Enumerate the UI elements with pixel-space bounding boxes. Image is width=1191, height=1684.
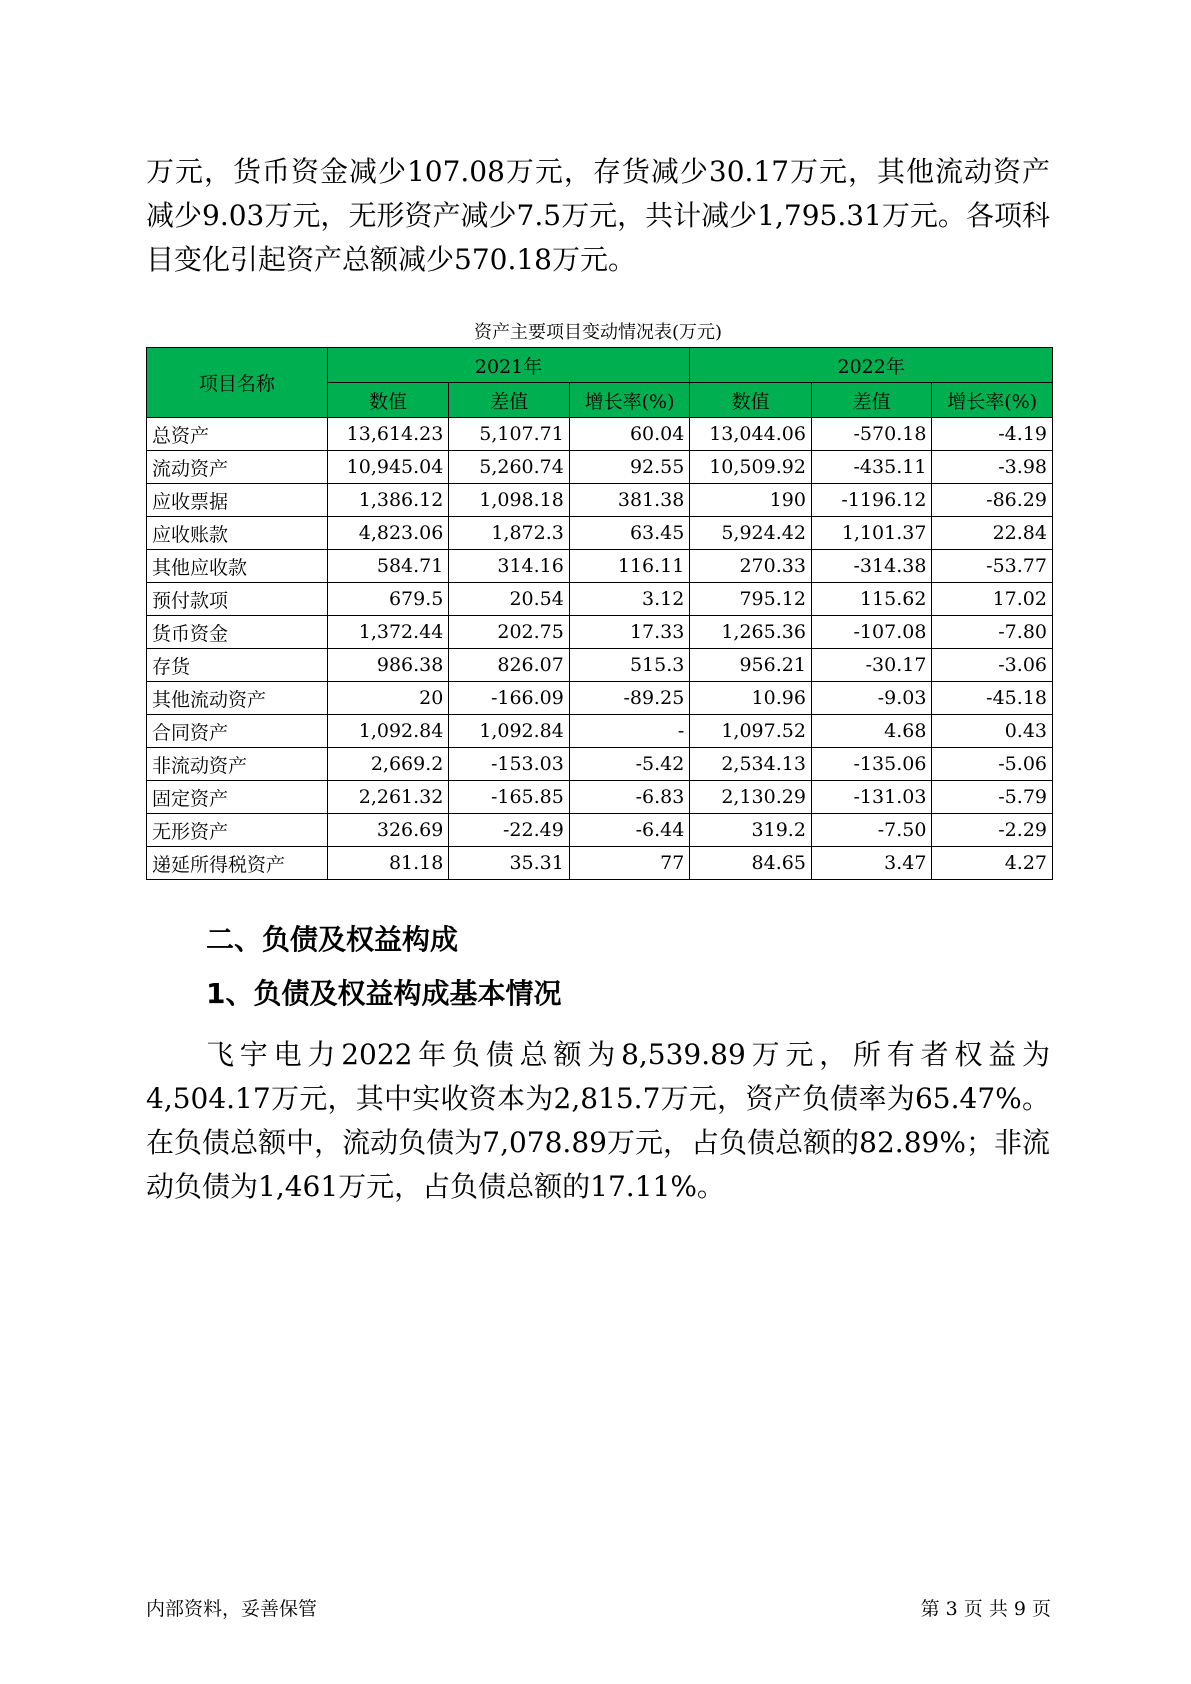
cell-r2: 17.02 [932,583,1053,616]
cell-r1: -89.25 [569,682,690,715]
cell-v2: 84.65 [690,847,812,880]
cell-d1: -22.49 [449,814,570,847]
cell-v2: 10.96 [690,682,812,715]
cell-v2: 319.2 [690,814,812,847]
cell-d2: 3.47 [811,847,932,880]
cell-v1: 4,823.06 [327,517,449,550]
table-row [147,847,1053,880]
cell-r1: 116.11 [569,550,690,583]
cell-r2: -3.98 [932,451,1053,484]
cell-d2: -9.03 [811,682,932,715]
header-value-2021: 数值 [327,383,449,418]
cell-r2: 4.27 [932,847,1053,880]
cell-d1: 1,872.3 [449,517,570,550]
cell-r1: 92.55 [569,451,690,484]
cell-v2: 10,509.92 [690,451,812,484]
table-row [147,484,1053,517]
cell-d2: -570.18 [811,418,932,451]
cell-v2: 270.33 [690,550,812,583]
cell-r1: 17.33 [569,616,690,649]
cell-d1: -165.85 [449,781,570,814]
cell-r2: -86.29 [932,484,1053,517]
section-heading: 二、负债及权益构成 [206,923,459,956]
header-diff-2021: 差值 [449,383,570,418]
cell-v1: 679.5 [327,583,449,616]
header-diff-2022: 差值 [811,383,932,418]
row-item-name: 固定资产 [147,781,328,814]
row-item-name: 合同资产 [147,715,328,748]
cell-d2: -1196.12 [811,484,932,517]
cell-v1: 13,614.23 [327,418,449,451]
cell-r1: -6.83 [569,781,690,814]
cell-r1: 381.38 [569,484,690,517]
cell-r1: 60.04 [569,418,690,451]
cell-r2: -5.79 [932,781,1053,814]
table-row [147,781,1053,814]
cell-d2: -135.06 [811,748,932,781]
header-rate-2021: 增长率(%) [569,383,690,418]
cell-r2: -7.80 [932,616,1053,649]
row-item-name: 流动资产 [147,451,328,484]
cell-r1: 3.12 [569,583,690,616]
table-row [147,748,1053,781]
cell-d2: -7.50 [811,814,932,847]
cell-v1: 1,372.44 [327,616,449,649]
cell-d2: -314.38 [811,550,932,583]
cell-v2: 5,924.42 [690,517,812,550]
table-row [147,418,1053,451]
cell-d1: -166.09 [449,682,570,715]
cell-d2: 1,101.37 [811,517,932,550]
cell-d2: 4.68 [811,715,932,748]
cell-v1: 2,261.32 [327,781,449,814]
table-row [147,682,1053,715]
row-item-name: 总资产 [147,418,328,451]
footer-confidential-note: 内部资料，妥善保管 [146,1598,318,1620]
cell-r2: -53.77 [932,550,1053,583]
cell-r2: -3.06 [932,649,1053,682]
table-body [147,418,1053,880]
cell-d1: 826.07 [449,649,570,682]
cell-v2: 1,097.52 [690,715,812,748]
paragraph-asset-changes: 万元，货币资金减少107.08万元，存货减少30.17万元，其他流动资产减少9.03万元，无形资产减少7.5万元，共计减少1,795.31万元。各项科目变化引起资产总额减少570.18万元。 [146,155,1050,276]
cell-r1: -5.42 [569,748,690,781]
cell-v1: 1,092.84 [327,715,449,748]
table-row [147,583,1053,616]
cell-v2: 13,044.06 [690,418,812,451]
cell-d2: -131.03 [811,781,932,814]
cell-r1: 515.3 [569,649,690,682]
row-item-name: 非流动资产 [147,748,328,781]
footer-page-number: 第 3 页 共 9 页 [920,1598,1051,1620]
cell-d1: 5,260.74 [449,451,570,484]
cell-r2: -4.19 [932,418,1053,451]
cell-v2: 795.12 [690,583,812,616]
cell-v1: 20 [327,682,449,715]
sub-heading: 1、负债及权益构成基本情况 [206,977,562,1010]
cell-d1: 20.54 [449,583,570,616]
table-row [147,616,1053,649]
cell-v1: 1,386.12 [327,484,449,517]
cell-r1: 77 [569,847,690,880]
cell-v2: 1,265.36 [690,616,812,649]
cell-v2: 956.21 [690,649,812,682]
cell-r2: -5.06 [932,748,1053,781]
cell-v2: 2,534.13 [690,748,812,781]
row-item-name: 其他应收款 [147,550,328,583]
cell-d1: 202.75 [449,616,570,649]
table-caption: 资产主要项目变动情况表(万元) [473,322,723,343]
cell-v1: 326.69 [327,814,449,847]
cell-v1: 81.18 [327,847,449,880]
header-item-name: 项目名称 [147,348,328,418]
cell-d2: -107.08 [811,616,932,649]
cell-d1: -153.03 [449,748,570,781]
table-row [147,451,1053,484]
asset-change-table [146,347,1053,880]
paragraph-liabilities: 飞宇电力2022年负债总额为8,539.89万元，所有者权益为4,504.17万元，其中实收资本为2,815.7万元，资产负债率为65.47%。在负债总额中，流动负债为7,078.89万元，占负债总额的82.89%；非流动负债为1,461万元，占负债总额的17.11%。 [146,1038,1050,1203]
cell-r2: 0.43 [932,715,1053,748]
cell-r2: 22.84 [932,517,1053,550]
row-item-name: 存货 [147,649,328,682]
cell-d1: 314.16 [449,550,570,583]
cell-d2: 115.62 [811,583,932,616]
table-row [147,814,1053,847]
table-row [147,550,1053,583]
cell-v1: 10,945.04 [327,451,449,484]
cell-r2: -45.18 [932,682,1053,715]
cell-v1: 584.71 [327,550,449,583]
cell-v2: 190 [690,484,812,517]
row-item-name: 其他流动资产 [147,682,328,715]
cell-d1: 5,107.71 [449,418,570,451]
row-item-name: 应收票据 [147,484,328,517]
table-row [147,517,1053,550]
cell-d2: -30.17 [811,649,932,682]
cell-r1: 63.45 [569,517,690,550]
row-item-name: 货币资金 [147,616,328,649]
table-row [147,649,1053,682]
cell-d2: -435.11 [811,451,932,484]
cell-v1: 2,669.2 [327,748,449,781]
row-item-name: 无形资产 [147,814,328,847]
cell-d1: 1,092.84 [449,715,570,748]
header-year-2022: 2022年 [690,348,1053,383]
cell-r1: - [569,715,690,748]
cell-r1: -6.44 [569,814,690,847]
cell-d1: 35.31 [449,847,570,880]
cell-d1: 1,098.18 [449,484,570,517]
row-item-name: 应收账款 [147,517,328,550]
cell-r2: -2.29 [932,814,1053,847]
cell-v2: 2,130.29 [690,781,812,814]
cell-v1: 986.38 [327,649,449,682]
header-year-2021: 2021年 [327,348,690,383]
header-rate-2022: 增长率(%) [932,383,1053,418]
table-row [147,715,1053,748]
row-item-name: 预付款项 [147,583,328,616]
header-value-2022: 数值 [690,383,812,418]
row-item-name: 递延所得税资产 [147,847,328,880]
